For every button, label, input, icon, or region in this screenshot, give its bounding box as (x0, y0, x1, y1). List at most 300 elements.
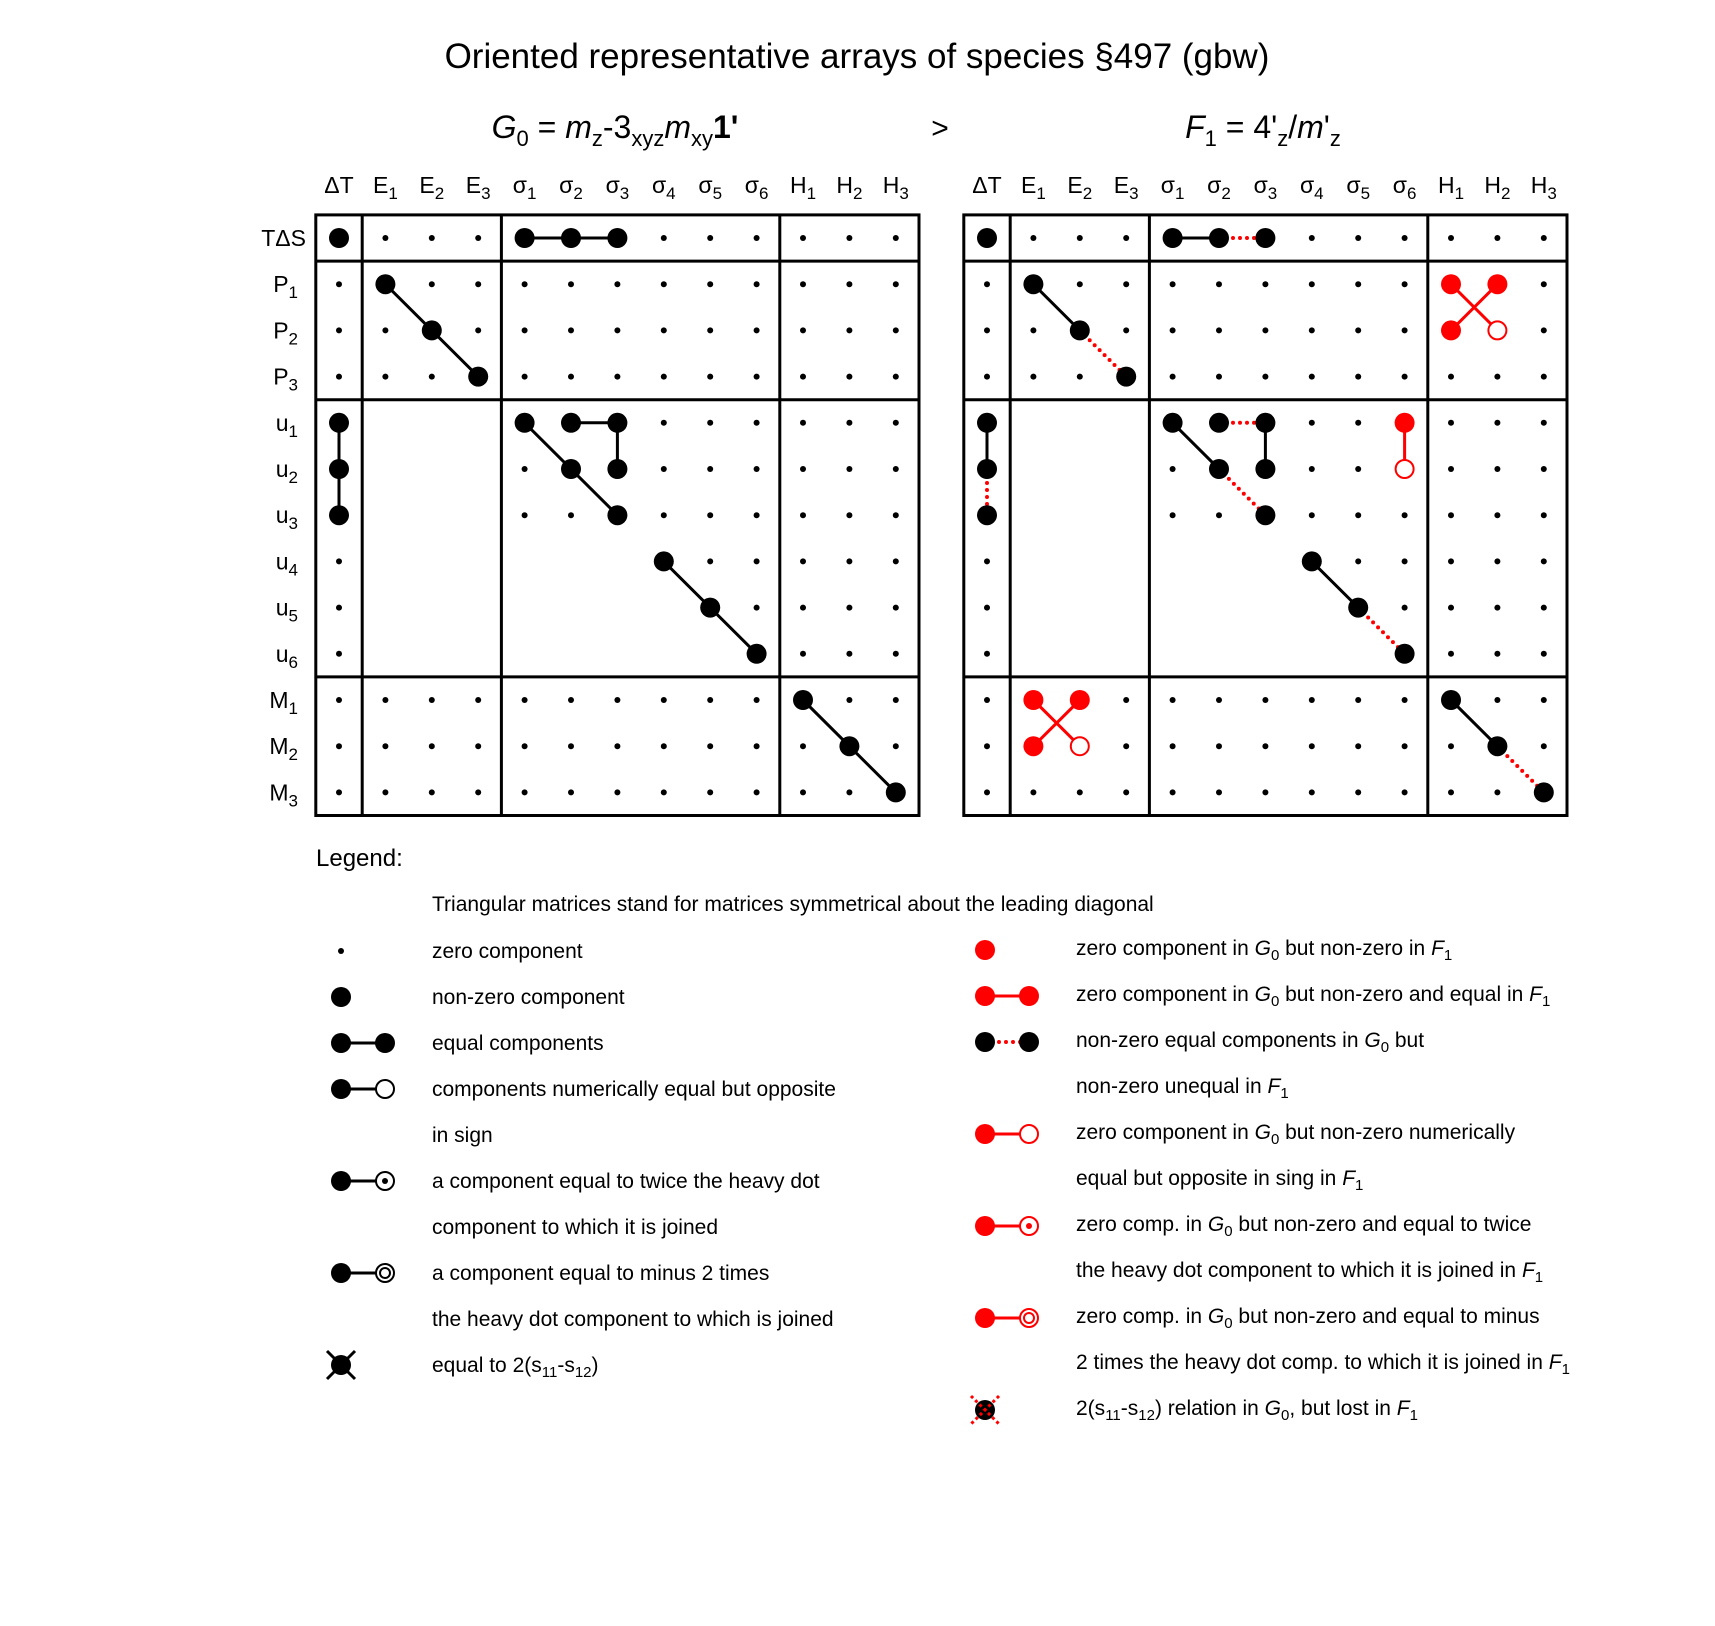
zero-dot (661, 512, 667, 518)
right-group-formula-part: ' (1323, 109, 1330, 145)
nonzero-dot (747, 644, 767, 664)
red-minus2-pair-icon (975, 1308, 1038, 1328)
column-header-base: σ (1346, 172, 1361, 198)
zero-dot (429, 374, 435, 380)
zero-dot (1355, 558, 1361, 564)
zero-dot (614, 281, 620, 287)
column-header-base: H (789, 172, 807, 198)
column-header-sub: 6 (1406, 183, 1417, 203)
zero-dot (754, 281, 760, 287)
column-header-sub: 1 (526, 183, 537, 203)
nonzero-dot (977, 228, 997, 248)
zero-dot (1030, 235, 1036, 241)
column-header (652, 172, 676, 203)
zero-dot (1448, 558, 1454, 564)
zero-dot (1170, 466, 1176, 472)
nonzero-dot (1116, 367, 1136, 387)
equal-pair-icon (331, 1033, 395, 1053)
column-header (1161, 172, 1185, 203)
legend-right-text (1076, 983, 1550, 1010)
zero-dot (984, 789, 990, 795)
legend-left-text (432, 1078, 836, 1101)
zero-dot (1216, 789, 1222, 795)
zero-dot (1402, 374, 1408, 380)
zero-dot (336, 327, 342, 333)
zero-dot (1309, 281, 1315, 287)
zero-dot (1541, 374, 1547, 380)
zero-dot (893, 743, 899, 749)
zero-dot (382, 235, 388, 241)
row-header-sub: 3 (288, 375, 298, 395)
zero-dot (1216, 697, 1222, 703)
column-header (1531, 172, 1557, 203)
zero-dot (1216, 281, 1222, 287)
nonzero-dot (607, 413, 627, 433)
zero-dot (475, 235, 481, 241)
zero-dot (754, 466, 760, 472)
zero-dot (754, 697, 760, 703)
zero-dot (707, 558, 713, 564)
left-group-formula-symbol-sub: 0 (516, 125, 529, 151)
zero-dot (1309, 327, 1315, 333)
zero-dot (893, 605, 899, 611)
column-header-base: H (1484, 172, 1501, 198)
column-header-base: ΔT (972, 172, 1002, 198)
zero-dot (1262, 789, 1268, 795)
zero-dot (707, 466, 713, 472)
zero-dot (475, 281, 481, 287)
zero-dot (1216, 374, 1222, 380)
zero-dot (614, 697, 620, 703)
zero-dot (522, 789, 528, 795)
zero-dot (846, 466, 852, 472)
legend-right-text-part: 0 (1270, 947, 1280, 965)
zero-dot (1170, 789, 1176, 795)
row-header-base: M (269, 779, 289, 806)
legend-right-text-part: 0 (1270, 993, 1280, 1011)
zero-dot (707, 420, 713, 426)
zero-dot (1170, 697, 1176, 703)
zero-dot (800, 374, 806, 380)
row-header (273, 364, 298, 395)
zero-dot (893, 512, 899, 518)
zero-dot (1262, 697, 1268, 703)
red-dot (1395, 413, 1415, 433)
legend-left-text (432, 986, 625, 1009)
zero-dot (1309, 466, 1315, 472)
zero-dot (800, 327, 806, 333)
zero-dot (1170, 512, 1176, 518)
zero-dot (893, 327, 899, 333)
left-group-formula-part: xyz (631, 125, 665, 151)
row-header (276, 641, 298, 672)
nonzero-dot (977, 459, 997, 479)
zero-dot (800, 235, 806, 241)
column-header-sub: 5 (712, 183, 723, 203)
column-header-base: E (372, 172, 389, 198)
column-header (606, 172, 630, 203)
left-group-formula-part: m (664, 109, 691, 145)
row-header (261, 225, 306, 251)
legend-left-text (432, 1032, 604, 1055)
legend-left-text-part: component to which it is joined (432, 1216, 718, 1239)
zero-dot (1494, 374, 1500, 380)
row-header-sub: 4 (288, 560, 298, 580)
legend-right-text-part: 1 (1561, 1361, 1570, 1379)
column-header (1021, 172, 1046, 203)
column-header-sub: 3 (1547, 183, 1557, 203)
zero-dot (1123, 789, 1129, 795)
zero-dot (1541, 466, 1547, 472)
legend-right-text (1076, 1305, 1540, 1332)
column-header (745, 172, 769, 203)
row-header-base: u (275, 548, 289, 575)
column-header-base: σ (1392, 172, 1407, 198)
zero-dot (661, 235, 667, 241)
row-header-base: u (275, 594, 289, 621)
zero-dot (800, 512, 806, 518)
nonzero-dot (1487, 736, 1507, 756)
column-header (1067, 172, 1092, 203)
zero-dot (1355, 374, 1361, 380)
zero-dot (1448, 420, 1454, 426)
right-group-formula-part: / (1288, 109, 1298, 145)
left-group-formula-part: -3 (602, 109, 632, 145)
zero-dot (336, 789, 342, 795)
column-header-base: E (1067, 172, 1083, 198)
nonzero-dot (1255, 228, 1275, 248)
legend-left-text-part: zero component (432, 940, 583, 963)
zero-dot (1309, 697, 1315, 703)
legend-right-text (1076, 1075, 1289, 1102)
open-red-dot (1396, 460, 1414, 478)
right-group-formula (1185, 109, 1341, 151)
row-header-sub: 1 (288, 698, 298, 718)
opposite-pair-icon (331, 1079, 394, 1099)
zero-dot (1448, 605, 1454, 611)
zero-dot (1448, 235, 1454, 241)
column-header-sub: 1 (806, 183, 817, 203)
zero-dot (893, 651, 899, 657)
zero-dot (1448, 789, 1454, 795)
zero-dot (1309, 374, 1315, 380)
nonzero-dot (561, 228, 581, 248)
nonzero-dot (1395, 644, 1415, 664)
legend-right-text-part: G (1254, 937, 1271, 960)
zero-dot (661, 697, 667, 703)
zero-dot (846, 281, 852, 287)
nonzero-dot (1070, 320, 1090, 340)
zero-dot (1123, 743, 1129, 749)
nonzero-dot (468, 367, 488, 387)
legend-right-text-part: 1 (1443, 947, 1453, 965)
column-header-base: H (1437, 172, 1455, 198)
red-dot (1070, 690, 1090, 710)
zero-dot (1030, 327, 1036, 333)
zero-dot (1541, 235, 1547, 241)
nonzero-dot (329, 228, 349, 248)
zero-dot (893, 558, 899, 564)
left-group-formula (492, 109, 739, 151)
minus2-pair-icon (331, 1263, 394, 1283)
column-header-base: σ (1299, 172, 1315, 198)
red-dot (1441, 320, 1461, 340)
nonzero-dot (561, 413, 581, 433)
column-header-base: σ (605, 172, 620, 198)
legend-right-text-part: zero comp. in (1076, 1213, 1208, 1236)
zero-dot (568, 374, 574, 380)
column-header-base: E (465, 172, 482, 198)
zero-dot (1030, 374, 1036, 380)
legend-left-text (432, 1262, 769, 1285)
row-header-base: u (275, 456, 289, 482)
zero-dot (336, 697, 342, 703)
zero-dot (336, 651, 342, 657)
nonzero-dot (1534, 782, 1554, 802)
nonzero-dot (1023, 274, 1043, 294)
zero-dot (522, 327, 528, 333)
zero-dot (1355, 466, 1361, 472)
legend-right-text-part: 0 (1270, 1131, 1280, 1149)
column-header (1207, 172, 1231, 203)
column-header-sub: 3 (1129, 183, 1139, 203)
column-header (1393, 172, 1417, 203)
nonzero-dot (329, 459, 349, 479)
zero-dot (1309, 420, 1315, 426)
legend-left-text-part: 12 (574, 1364, 592, 1382)
open-red-dot (1488, 321, 1506, 339)
zero-dot (1402, 512, 1408, 518)
legend-right-text (1076, 1121, 1516, 1148)
row-header (269, 733, 298, 764)
zero-dot (1216, 512, 1222, 518)
column-header-base: σ (1160, 172, 1175, 198)
zero-dot (475, 743, 481, 749)
zero-dot (1541, 281, 1547, 287)
zero-dot (568, 512, 574, 518)
dotted-pair-icon (975, 1032, 1039, 1052)
column-header (972, 172, 1001, 198)
zero-dot (800, 281, 806, 287)
red-dot-icon (975, 940, 995, 960)
legend-left-text-part: equal to 2(s (432, 1354, 542, 1377)
legend-right-text-part: 1 (1280, 1085, 1289, 1103)
zero-dot (1402, 697, 1408, 703)
zero-dot (336, 374, 342, 380)
left-group-formula-part: = (528, 109, 566, 145)
legend-heading: Legend: (316, 845, 403, 872)
right-group-formula-symbol-sub: 1 (1204, 125, 1217, 151)
zero-dot (1541, 743, 1547, 749)
row-header (273, 271, 298, 302)
column-header-sub: 3 (481, 183, 491, 203)
zero-dot (984, 327, 990, 333)
legend-right-text-part: but (1389, 1029, 1425, 1052)
zero-dot (1541, 420, 1547, 426)
zero-dot (1494, 420, 1500, 426)
row-header-sub: 6 (288, 652, 298, 672)
zero-dot (1448, 466, 1454, 472)
zero-dot (475, 789, 481, 795)
column-header-base: H (882, 172, 900, 198)
zero-dot (429, 235, 435, 241)
big-dot-icon (331, 987, 351, 1007)
column-header-sub: 1 (1174, 183, 1185, 203)
right-group-formula-part: = 4' (1216, 109, 1278, 145)
zero-dot (1494, 558, 1500, 564)
zero-dot (429, 743, 435, 749)
legend-right-text-part: equal but opposite in sing in (1076, 1167, 1343, 1190)
zero-dot (475, 327, 481, 333)
zero-dot (893, 374, 899, 380)
row-header (273, 317, 298, 348)
zero-dot (984, 374, 990, 380)
zero-dot (1077, 235, 1083, 241)
zero-dot (1216, 743, 1222, 749)
zero-dot (1309, 789, 1315, 795)
legend-right-text (1076, 1397, 1418, 1424)
zero-dot (846, 327, 852, 333)
column-header-sub: 2 (573, 183, 583, 203)
legend-right-text-part: 1 (1355, 1177, 1364, 1195)
red-twice-pair-icon (975, 1216, 1038, 1236)
legend-right-text (1076, 937, 1452, 964)
zero-dot (661, 743, 667, 749)
legend-right-text-part: 1 (1409, 1407, 1418, 1425)
small-dot-icon (338, 948, 344, 954)
zero-dot (707, 789, 713, 795)
zero-dot (846, 420, 852, 426)
legend-right-text-part: G (1264, 1397, 1282, 1420)
row-header-base: P (273, 271, 289, 298)
column-header-base: σ (1207, 172, 1222, 198)
legend-right-text-part: F (1521, 1259, 1535, 1282)
legend-left-text-part: ) (591, 1354, 599, 1377)
nonzero-dot (1255, 413, 1275, 433)
left-group-formula-symbol: G (491, 109, 517, 145)
zero-dot (1494, 235, 1500, 241)
zero-dot (522, 697, 528, 703)
zero-dot (1123, 697, 1129, 703)
zero-dot (754, 558, 760, 564)
zero-dot (800, 789, 806, 795)
zero-dot (846, 512, 852, 518)
legend-left-text-part: a component equal to minus 2 times (432, 1262, 770, 1285)
column-header (373, 172, 398, 203)
zero-dot (984, 281, 990, 287)
nonzero-dot (607, 228, 627, 248)
row-header-sub: 1 (288, 421, 298, 441)
zero-dot (661, 466, 667, 472)
zero-dot (984, 605, 990, 611)
legend-right-text (1076, 1029, 1424, 1056)
red-dot (1023, 690, 1043, 710)
legend-right-text-part: zero component in (1076, 1121, 1255, 1144)
legend-left-text-part: components numerically equal but opposite (432, 1078, 836, 1101)
zero-dot (1309, 235, 1315, 241)
row-header-sub: 1 (288, 283, 298, 303)
nonzero-dot (977, 505, 997, 525)
zero-dot (661, 420, 667, 426)
nonzero-dot (1255, 459, 1275, 479)
legend-note: Triangular matrices stand for matrices symmetrical about the leading diagonal (432, 893, 1154, 916)
left-group-formula-part: m (565, 109, 592, 145)
zero-dot (568, 789, 574, 795)
zero-dot (846, 697, 852, 703)
column-header-base: E (1020, 172, 1037, 198)
zero-dot (1541, 512, 1547, 518)
legend-right-text-part: zero comp. in (1076, 1305, 1208, 1328)
zero-dot (1402, 558, 1408, 564)
zero-dot (800, 558, 806, 564)
column-header (698, 172, 722, 203)
column-header-base: σ (512, 172, 527, 198)
x-dot-icon (327, 1351, 355, 1379)
legend-right-text-part: G (1254, 983, 1271, 1006)
zero-dot (984, 651, 990, 657)
legend-right-text-part: F (1342, 1167, 1356, 1190)
legend (327, 937, 1570, 1424)
legend-right-text-part: but non-zero and equal in (1279, 983, 1530, 1006)
zero-dot (1541, 697, 1547, 703)
zero-dot (522, 466, 528, 472)
right-group-formula-part: m (1297, 109, 1324, 145)
zero-dot (1448, 374, 1454, 380)
nonzero-dot (607, 505, 627, 525)
legend-right-text-part: but non-zero in (1279, 937, 1432, 960)
zero-dot (754, 420, 760, 426)
zero-dot (1170, 327, 1176, 333)
zero-dot (429, 281, 435, 287)
zero-dot (846, 374, 852, 380)
nonzero-dot (1441, 690, 1461, 710)
legend-right-text-part: 0 (1281, 1407, 1290, 1425)
zero-dot (614, 327, 620, 333)
matrices (261, 172, 1567, 816)
figure-title: Oriented representative arrays of species §497 (gbw) (444, 37, 1270, 76)
zero-dot (893, 281, 899, 287)
column-header (324, 172, 353, 198)
zero-dot (1355, 697, 1361, 703)
zero-dot (614, 743, 620, 749)
legend-right-text-part: 2 times the heavy dot comp. to which it is joined in (1076, 1351, 1549, 1374)
zero-dot (336, 743, 342, 749)
row-header-sub: 2 (288, 745, 298, 765)
zero-dot (661, 327, 667, 333)
zero-dot (568, 281, 574, 287)
zero-dot (1494, 789, 1500, 795)
zero-dot (1355, 235, 1361, 241)
legend-right-text (1076, 1351, 1570, 1378)
column-header (559, 172, 583, 203)
zero-dot (1541, 327, 1547, 333)
legend-right-text-part: the heavy dot component to which it is joined in (1076, 1259, 1522, 1282)
zero-dot (984, 743, 990, 749)
zero-dot (984, 558, 990, 564)
column-header-sub: 2 (1082, 183, 1093, 203)
legend-right-text-part: G (1254, 1121, 1271, 1144)
legend-right-text-part: F (1431, 937, 1444, 960)
column-header-sub: 1 (388, 183, 398, 203)
zero-dot (336, 558, 342, 564)
legend-right-text-part: 1 (1534, 1269, 1544, 1287)
zero-dot (893, 420, 899, 426)
zero-dot (1309, 743, 1315, 749)
column-header-sub: 3 (1267, 183, 1278, 203)
legend-right-text-part: 11 (1105, 1407, 1121, 1425)
matrix-G0 (261, 172, 919, 816)
zero-dot (1355, 789, 1361, 795)
